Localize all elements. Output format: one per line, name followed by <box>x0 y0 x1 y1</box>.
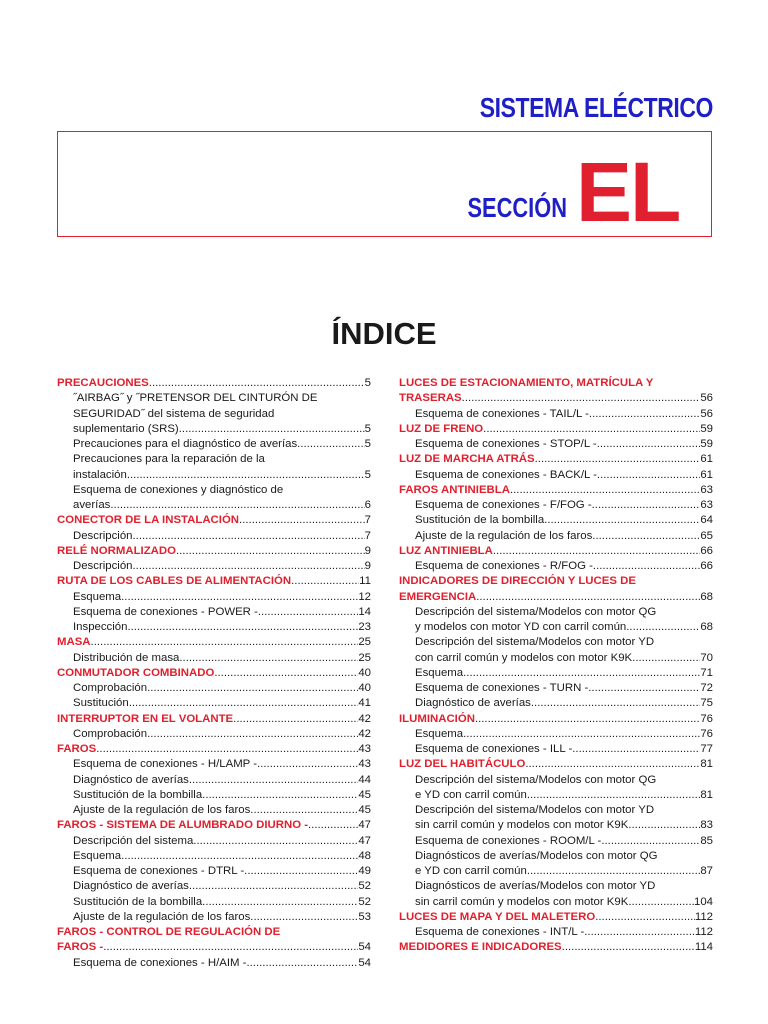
toc-subentry[interactable] <box>57 757 371 772</box>
toc-page-number: 45 <box>358 788 371 801</box>
toc-page-number: 12 <box>358 590 371 603</box>
toc-leader-dots <box>628 818 700 833</box>
toc-subentry[interactable] <box>399 696 713 711</box>
toc-entry-text: Esquema <box>73 590 122 603</box>
toc-page-number: 56 <box>700 407 713 420</box>
toc-leader-dots <box>632 651 700 666</box>
toc-entry-text: Esquema <box>73 849 122 862</box>
toc-entry-text: Precauciones para la reparación de la <box>73 453 265 466</box>
toc-section-entry[interactable] <box>399 422 713 437</box>
toc-leader-dots <box>129 696 359 711</box>
toc-subentry <box>399 803 713 818</box>
toc-entry-text: Descripción del sistema/Modelos con motor QG <box>415 605 657 618</box>
toc-entry-text: averías <box>73 499 111 511</box>
toc-entry-text: Diagnósticos de averías/Modelos con motor QG <box>415 849 658 862</box>
toc-entry-text: sin carril común y modelos con motor K9K <box>415 895 629 908</box>
toc-leader-dots <box>592 529 700 544</box>
toc-subentry[interactable] <box>57 529 371 544</box>
toc-page-number: 5 <box>364 468 371 481</box>
toc-page-number: 48 <box>358 849 371 862</box>
toc-subentry[interactable] <box>57 651 371 666</box>
toc-leader-dots <box>179 651 358 666</box>
toc-entry-text: Comprobación <box>73 682 148 694</box>
toc-page-number: 54 <box>358 956 371 969</box>
toc-section-entry[interactable] <box>57 940 371 955</box>
toc-entry-text: EMERGENCIA <box>399 590 477 603</box>
toc-page-number: 75 <box>700 697 713 710</box>
toc-entry-text: CONECTOR DE LA INSTALACIÓN <box>57 514 240 527</box>
toc-entry-text: Esquema <box>415 727 464 740</box>
toc-entry-text: FAROS - CONTROL DE REGULACIÓN DE <box>57 926 281 938</box>
toc-entry-text: Esquema de conexiones - TAIL/L - <box>415 407 589 420</box>
toc-leader-dots <box>246 956 358 971</box>
toc-entry-text: Ajuste de la regulación de los faros <box>415 529 593 542</box>
toc-section-entry[interactable] <box>57 513 371 528</box>
toc-page-number: 25 <box>358 636 371 649</box>
toc-leader-dots <box>96 742 358 757</box>
toc-subentry[interactable] <box>399 666 713 681</box>
toc-leader-dots <box>193 834 358 849</box>
toc-entry-text: e YD con carril común <box>415 788 527 801</box>
toc-subentry <box>399 773 713 788</box>
toc-entry-text: Esquema <box>415 666 464 679</box>
toc-leader-dots <box>463 727 700 742</box>
toc-entry-text: CONMUTADOR COMBINADO <box>57 666 215 679</box>
toc-section-entry[interactable] <box>399 940 713 955</box>
toc-section-entry[interactable] <box>57 818 371 833</box>
toc-leader-dots <box>202 895 358 910</box>
toc-section-entry[interactable] <box>57 574 371 589</box>
toc-page-number: 54 <box>358 941 371 954</box>
toc-entry-text: Esquema de conexiones - DTRL - <box>73 865 245 877</box>
toc-section-entry[interactable] <box>57 742 371 757</box>
toc-section-entry[interactable] <box>57 544 371 559</box>
toc-leader-dots <box>525 757 700 772</box>
toc-subentry[interactable] <box>399 620 713 635</box>
toc-page-number: 77 <box>700 743 713 755</box>
toc-leader-dots <box>297 437 365 452</box>
toc-entry-text: Descripción del sistema/Modelos con motor YD <box>415 636 655 649</box>
toc-page-number: 66 <box>700 544 713 557</box>
toc-page-number: 14 <box>358 605 371 618</box>
toc-page-number: 45 <box>358 804 371 816</box>
toc-subentry[interactable] <box>57 803 371 818</box>
toc-page-number: 65 <box>700 529 713 542</box>
toc-leader-dots <box>133 529 365 544</box>
toc-section-entry <box>57 925 371 940</box>
toc-page-number: 83 <box>700 819 713 832</box>
toc-entry-text: MEDIDORES E INDICADORES <box>399 941 562 954</box>
toc-subentry[interactable] <box>399 742 713 757</box>
toc-entry-text: Sustitución <box>73 697 129 710</box>
toc-entry-text: Descripción del sistema/Modelos con motor YD <box>415 804 655 816</box>
toc-leader-dots <box>588 681 700 696</box>
toc-section-entry[interactable] <box>399 483 713 498</box>
toc-leader-dots <box>628 895 694 910</box>
toc-page-number: 53 <box>358 910 371 923</box>
toc-page-number: 66 <box>700 560 713 572</box>
toc-entry-text: Diagnósticos de averías/Modelos con motor YD <box>415 880 656 893</box>
toc-subentry <box>399 879 713 894</box>
toc-leader-dots <box>127 468 365 483</box>
toc-leader-dots <box>544 513 700 528</box>
toc-section-entry[interactable] <box>399 452 713 467</box>
toc-entry-text: FAROS ANTINIEBLA <box>399 483 510 496</box>
toc-entry-text: Descripción <box>73 560 133 572</box>
toc-entry-text: INTERRUPTOR EN EL VOLANTE <box>57 712 234 725</box>
toc-entry-text: Esquema de conexiones - TURN - <box>415 682 589 694</box>
toc-subentry[interactable] <box>57 834 371 849</box>
toc-subentry[interactable] <box>57 895 371 910</box>
toc-entry-text: Diagnóstico de averías <box>73 880 189 893</box>
index-heading: ÍNDICE <box>331 316 437 351</box>
toc-section-entry[interactable] <box>57 376 371 391</box>
toc-section-entry[interactable] <box>57 712 371 727</box>
toc-left-column <box>57 376 371 971</box>
toc-subentry <box>57 452 371 467</box>
toc-subentry[interactable] <box>57 849 371 864</box>
toc-entry-text: SEGURIDAD˝ del sistema de seguridad <box>73 407 275 420</box>
toc-page-number: 47 <box>358 819 371 832</box>
toc-entry-text: FAROS - SISTEMA DE ALUMBRADO DIURNO - <box>57 819 309 832</box>
toc-subentry[interactable] <box>399 727 713 742</box>
toc-leader-dots <box>593 559 700 574</box>
toc-leader-dots <box>121 590 358 605</box>
toc-subentry[interactable] <box>57 788 371 803</box>
toc-page-number: 52 <box>358 895 371 908</box>
toc-leader-dots <box>597 468 700 483</box>
toc-leader-dots <box>483 422 700 437</box>
toc-page-number: 25 <box>358 651 371 664</box>
toc-leader-dots <box>597 437 701 452</box>
toc-subentry <box>399 605 713 620</box>
toc-page-number: 47 <box>358 834 371 847</box>
toc-leader-dots <box>510 483 700 498</box>
toc-leader-dots <box>572 742 700 757</box>
toc-subentry[interactable] <box>399 895 713 910</box>
toc-entry-text: RELÉ NORMALIZADO <box>57 544 176 557</box>
toc-page-number: 76 <box>700 727 713 740</box>
toc-leader-dots <box>91 635 359 650</box>
toc-page-number: 59 <box>700 438 713 450</box>
toc-leader-dots <box>133 559 365 574</box>
toc-subentry[interactable] <box>399 788 713 803</box>
toc-subentry[interactable] <box>57 422 371 437</box>
toc-page-number: 40 <box>358 666 371 679</box>
toc-subentry <box>57 483 371 498</box>
toc-page-number: 23 <box>358 621 371 633</box>
toc-subentry[interactable] <box>399 818 713 833</box>
toc-page-number: 68 <box>700 621 713 633</box>
toc-leader-dots <box>562 940 695 955</box>
toc-subentry[interactable] <box>399 559 713 574</box>
toc-leader-dots <box>592 498 701 513</box>
toc-page-number: 63 <box>700 499 713 511</box>
toc-page-number: 112 <box>694 926 713 938</box>
toc-entry-text: LUCES DE MAPA Y DEL MALETERO <box>399 910 596 923</box>
toc-leader-dots <box>493 544 700 559</box>
toc-page-number: 68 <box>700 590 713 603</box>
toc-section-entry[interactable] <box>399 590 713 605</box>
toc-subentry <box>57 407 371 422</box>
toc-leader-dots <box>202 788 358 803</box>
toc-page-number: 76 <box>700 712 713 725</box>
toc-leader-dots <box>214 666 358 681</box>
toc-page-number: 44 <box>358 773 371 786</box>
toc-entry-text: Esquema de conexiones - H/AIM - <box>73 956 247 969</box>
toc-subentry[interactable] <box>57 498 371 513</box>
toc-entry-text: Inspección <box>73 621 128 633</box>
toc-entry-text: sin carril común y modelos con motor K9K <box>415 819 629 832</box>
toc-leader-dots <box>595 910 695 925</box>
toc-subentry[interactable] <box>57 864 371 879</box>
toc-entry-text: LUZ DEL HABITÁCULO <box>399 758 526 771</box>
toc-leader-dots <box>250 910 358 925</box>
toc-subentry[interactable] <box>57 727 371 742</box>
toc-leader-dots <box>176 544 365 559</box>
toc-page-number: 61 <box>700 453 713 466</box>
toc-entry-text: suplementario (SRS) <box>73 422 179 435</box>
toc-subentry[interactable] <box>57 879 371 894</box>
toc-entry-text: Comprobación <box>73 727 148 740</box>
toc-entry-text: Esquema de conexiones - ILL - <box>415 743 573 755</box>
toc-right-column <box>399 376 713 956</box>
toc-page-number: 59 <box>700 422 713 435</box>
toc-section-entry[interactable] <box>57 666 371 681</box>
toc-leader-dots <box>257 757 358 772</box>
document-title: SISTEMA ELÉCTRICO <box>479 92 713 123</box>
toc-page-number: 6 <box>364 499 371 511</box>
toc-section-entry[interactable] <box>399 712 713 727</box>
section-label: SECCIÓN <box>467 192 567 223</box>
toc-page-number: 40 <box>358 682 371 694</box>
toc-entry-text: Esquema de conexiones - STOP/L - <box>415 438 597 450</box>
toc-entry-text: Descripción del sistema/Modelos con motor QG <box>415 773 657 786</box>
toc-page-number: 85 <box>700 834 713 847</box>
toc-entry-text: Ajuste de la regulación de los faros <box>73 804 251 816</box>
toc-leader-dots <box>127 620 358 635</box>
toc-page-number: 71 <box>700 666 713 679</box>
toc-page-number: 5 <box>364 422 371 435</box>
toc-entry-text: Diagnóstico de averías <box>73 773 189 786</box>
toc-page-number: 56 <box>700 392 713 405</box>
toc-leader-dots <box>527 788 700 803</box>
toc-entry-text: Distribución de masa <box>73 651 180 664</box>
toc-entry-text: Esquema de conexiones - H/LAMP - <box>73 758 258 771</box>
toc-entry-text: LUZ DE MARCHA ATRÁS <box>399 453 535 466</box>
toc-leader-dots <box>244 864 358 879</box>
toc-leader-dots <box>258 605 358 620</box>
toc-page-number: 64 <box>700 514 713 527</box>
toc-subentry[interactable] <box>57 559 371 574</box>
toc-leader-dots <box>291 574 359 589</box>
toc-entry-text: Descripción <box>73 529 133 542</box>
toc-entry-text: Descripción del sistema <box>73 834 194 847</box>
toc-leader-dots <box>147 681 358 696</box>
toc-subentry[interactable] <box>57 910 371 925</box>
toc-section-entry <box>399 376 713 391</box>
toc-entry-text: RUTA DE LOS CABLES DE ALIMENTACIÓN <box>57 575 292 588</box>
toc-page-number: 112 <box>694 910 713 923</box>
toc-entry-text: Esquema de conexiones - F/FOG - <box>415 499 592 511</box>
toc-subentry[interactable] <box>57 696 371 711</box>
toc-entry-text: y modelos con motor YD con carril común <box>415 621 627 633</box>
toc-leader-dots <box>239 513 365 528</box>
toc-subentry[interactable] <box>399 681 713 696</box>
toc-page-number: 72 <box>700 682 713 694</box>
toc-entry-text: ˝AIRBAG˝ y ˝PRETENSOR DEL CINTURÓN DE <box>73 392 318 405</box>
toc-page-number: 42 <box>358 727 371 740</box>
toc-entry-text: FAROS <box>57 743 97 755</box>
toc-subentry[interactable] <box>399 864 713 879</box>
toc-leader-dots <box>589 407 700 422</box>
toc-section-entry[interactable] <box>399 391 713 406</box>
toc-page-number: 63 <box>700 483 713 496</box>
toc-subentry[interactable] <box>57 681 371 696</box>
toc-page-number: 5 <box>364 438 371 450</box>
toc-entry-text: LUCES DE ESTACIONAMIENTO, MATRÍCULA Y <box>399 377 654 389</box>
toc-entry-text: Esquema de conexiones - POWER - <box>73 605 258 618</box>
toc-entry-text: Sustitución de la bombilla <box>73 788 203 801</box>
toc-page-number: 87 <box>700 865 713 877</box>
toc-page-number: 70 <box>700 651 713 664</box>
toc-leader-dots <box>535 452 701 467</box>
toc-page-number: 114 <box>694 941 713 954</box>
toc-leader-dots <box>233 712 358 727</box>
toc-page-number: 104 <box>693 895 713 908</box>
toc-leader-dots <box>476 590 700 605</box>
toc-entry-text: Diagnóstico de averías <box>415 697 531 710</box>
toc-subentry[interactable] <box>399 513 713 528</box>
toc-section-entry <box>399 574 713 589</box>
toc-leader-dots <box>475 712 700 727</box>
toc-entry-text: Precauciones para el diagnóstico de averías <box>73 438 298 450</box>
toc-leader-dots <box>121 849 358 864</box>
toc-page-number: 42 <box>358 712 371 725</box>
toc-entry-text: LUZ DE FRENO <box>399 422 484 435</box>
toc-section-entry[interactable] <box>399 757 713 772</box>
toc-subentry[interactable] <box>399 407 713 422</box>
toc-page-number: 7 <box>364 514 371 527</box>
toc-entry-text: INDICADORES DE DIRECCIÓN Y LUCES DE <box>399 575 636 588</box>
toc-section-entry[interactable] <box>57 635 371 650</box>
toc-entry-text: MASA <box>57 636 91 649</box>
toc-entry-text: ILUMINACIÓN <box>399 712 475 725</box>
toc-entry-text: LUZ ANTINIEBLA <box>399 544 493 557</box>
toc-entry-text: TRASERAS <box>399 392 462 405</box>
toc-subentry[interactable] <box>57 605 371 620</box>
toc-entry-text: Ajuste de la regulación de los faros <box>73 910 251 923</box>
toc-leader-dots <box>463 666 700 681</box>
toc-leader-dots <box>250 803 358 818</box>
toc-page-number: 81 <box>700 758 713 771</box>
toc-entry-text: FAROS - <box>57 941 104 954</box>
toc-leader-dots <box>531 696 700 711</box>
toc-entry-text: e YD con carril común <box>415 865 527 877</box>
toc-entry-text: instalación <box>73 468 127 481</box>
toc-subentry[interactable] <box>57 956 371 971</box>
toc-entry-text: PRECAUCIONES <box>57 377 149 389</box>
toc-entry-text: Esquema de conexiones - BACK/L - <box>415 468 597 481</box>
toc-entry-text: Esquema de conexiones - INT/L - <box>415 926 585 938</box>
toc-subentry[interactable] <box>399 468 713 483</box>
toc-subentry[interactable] <box>399 651 713 666</box>
toc-section-entry[interactable] <box>399 910 713 925</box>
toc-leader-dots <box>103 940 358 955</box>
toc-leader-dots <box>601 834 700 849</box>
toc-subentry[interactable] <box>57 468 371 483</box>
toc-leader-dots <box>462 391 701 406</box>
toc-leader-dots <box>110 498 364 513</box>
section-code: EL <box>576 145 680 239</box>
toc-subentry[interactable] <box>57 590 371 605</box>
toc-subentry[interactable] <box>399 834 713 849</box>
toc-page-number: 52 <box>358 880 371 893</box>
toc-subentry[interactable] <box>57 773 371 788</box>
toc-entry-text: Esquema de conexiones - R/FOG - <box>415 560 593 572</box>
toc-leader-dots <box>189 879 358 894</box>
toc-leader-dots <box>179 422 365 437</box>
toc-section-entry[interactable] <box>399 544 713 559</box>
toc-page-number: 81 <box>700 788 713 801</box>
toc-subentry[interactable] <box>57 620 371 635</box>
toc-entry-text: Sustitución de la bombilla <box>73 895 203 908</box>
toc-subentry[interactable] <box>399 498 713 513</box>
toc-page-number: 43 <box>358 758 371 771</box>
toc-leader-dots <box>626 620 700 635</box>
toc-subentry <box>399 849 713 864</box>
toc-page-number: 61 <box>700 468 713 481</box>
toc-leader-dots <box>149 376 365 391</box>
toc-entry-text: con carril común y modelos con motor K9K <box>415 651 633 664</box>
toc-page-number: 43 <box>358 743 371 755</box>
toc-page-number: 9 <box>364 544 371 557</box>
toc-subentry[interactable] <box>399 925 713 940</box>
toc-leader-dots <box>308 818 358 833</box>
toc-page-number: 9 <box>364 560 371 572</box>
toc-subentry[interactable] <box>57 437 371 452</box>
toc-page-number: 41 <box>358 697 371 710</box>
toc-leader-dots <box>189 773 358 788</box>
toc-subentry <box>57 391 371 406</box>
toc-subentry[interactable] <box>399 529 713 544</box>
toc-leader-dots <box>527 864 700 879</box>
toc-entry-text: Sustitución de la bombilla <box>415 514 545 527</box>
toc-page-number: 7 <box>364 529 371 542</box>
toc-leader-dots <box>147 727 358 742</box>
toc-leader-dots <box>584 925 695 940</box>
toc-subentry <box>399 635 713 650</box>
toc-entry-text: Esquema de conexiones y diagnóstico de <box>73 483 284 496</box>
toc-page-number: 49 <box>358 865 371 877</box>
toc-entry-text: Esquema de conexiones - ROOM/L - <box>415 834 602 847</box>
toc-subentry[interactable] <box>399 437 713 452</box>
toc-page-number: 5 <box>364 377 371 389</box>
toc-page-number: 11 <box>359 575 371 588</box>
